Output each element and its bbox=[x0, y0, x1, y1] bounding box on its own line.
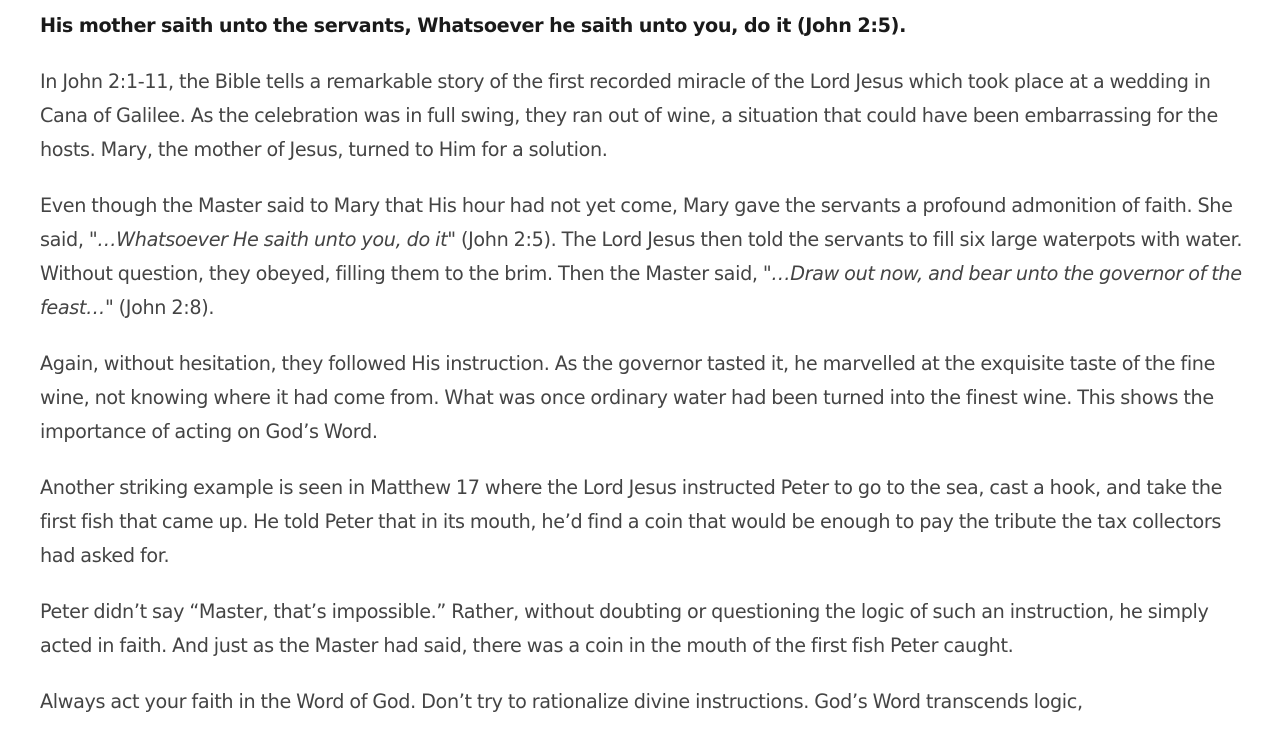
paragraph-2-quote-1: …Whatsoever He saith unto you, do it bbox=[97, 228, 448, 251]
paragraph-6 bbox=[40, 685, 1250, 719]
paragraph-5 bbox=[40, 595, 1250, 663]
paragraph-5-text: Peter didn’t say “Master, that’s impossible.” Rather, without doubting or questioning the logic of such an instruction, he simply acted in faith. And just as the Master had said, there was a coin in the mouth of the first fish Peter caught. bbox=[40, 600, 1209, 657]
paragraph-4-text: Another striking example is seen in Matthew 17 where the Lord Jesus instructed Peter to go to the sea, cast a hook, and take the first fish that came up. He told Peter that in its mouth, he’d find a coin that would be enough to pay the tribute the tax collectors had asked for. bbox=[40, 476, 1223, 567]
article-body bbox=[40, 9, 1250, 741]
paragraph-2 bbox=[40, 189, 1250, 325]
paragraph-1-text: In John 2:1-11, the Bible tells a remarkable story of the first recorded miracle of the Lord Jesus which took place at a wedding in Cana of Galilee. As the celebration was in full swing, they ran out of wine, a situation that could have been embarrassing for the hosts. Mary, the mother of Jesus, turned to Him for a solution. bbox=[40, 70, 1218, 161]
paragraph-2-text-c: " (John 2:8). bbox=[104, 296, 215, 319]
paragraph-4 bbox=[40, 471, 1250, 573]
paragraph-2-text-a: Even though the Master said to Mary that His hour had not yet come, Mary gave the servants a profound admonition of faith. She said, " bbox=[40, 194, 1233, 251]
paragraph-1 bbox=[40, 65, 1250, 167]
paragraph-3 bbox=[40, 347, 1250, 449]
paragraph-6-text: Always act your faith in the Word of God. Don’t try to rationalize divine instructions. God’s Word transcends logic, bbox=[40, 690, 1083, 713]
paragraph-3-text: Again, without hesitation, they followed His instruction. As the governor tasted it, he marvelled at the exquisite taste of the fine wine, not knowing where it had come from. What was once ordinary water had been turned into the finest wine. This shows the importance of acting on God’s Word. bbox=[40, 352, 1216, 443]
headline-verse: His mother saith unto the servants, Whatsoever he saith unto you, do it (John 2:5). bbox=[40, 14, 907, 37]
paragraph-2-text-b: " (John 2:5). The Lord Jesus then told the servants to fill six large waterpots with water. Without question, they obeyed, filling them to the brim. Then the Master said, " bbox=[40, 228, 1243, 285]
paragraph-2-quote-2: …Draw out now, and bear unto the governor of the feast… bbox=[40, 262, 1242, 319]
